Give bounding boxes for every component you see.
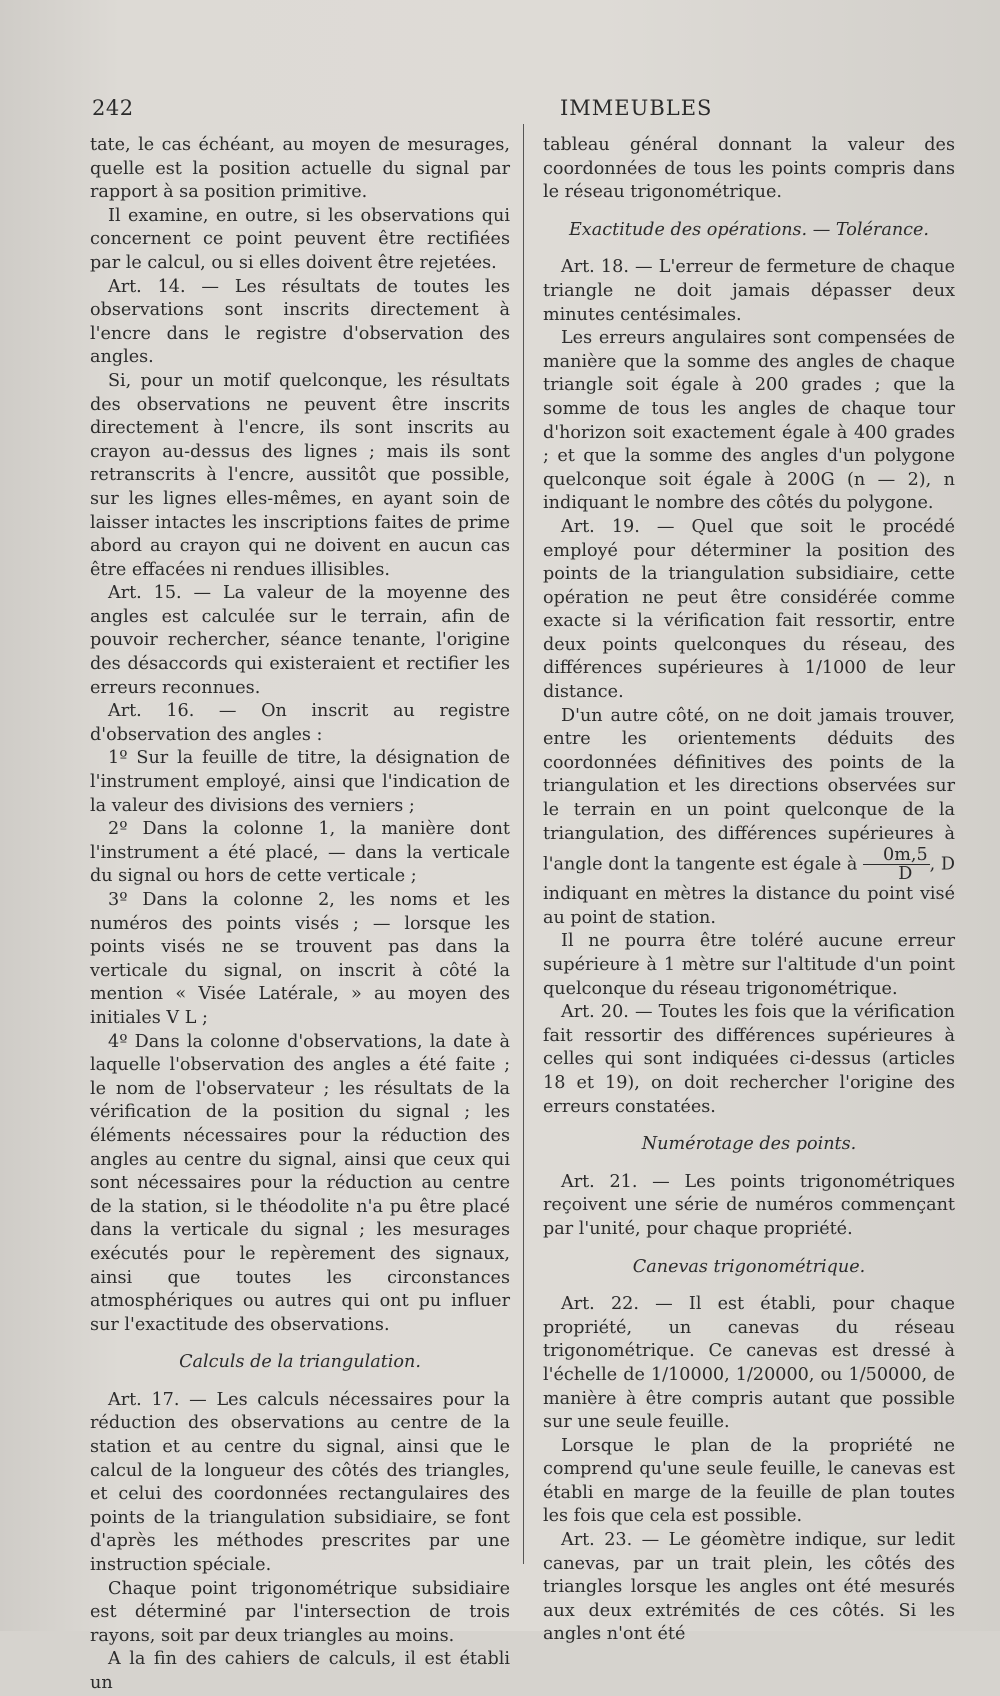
paragraph: Art. 14. — Les résultats de toutes les observations sont inscrits directement à l'encre dans le registre d'observation des angles.: [90, 276, 510, 368]
section-heading: Calculs de la triangulation.: [179, 1352, 421, 1373]
paragraph: tate, le cas échéant, au moyen de mesurages, quelle est la position actuelle du signal par rapport à sa position primitive.: [90, 135, 510, 203]
page-header: [90, 96, 958, 126]
section-heading: Numérotage des points.: [641, 1134, 857, 1155]
paragraph: Art. 23. — Le géomètre indique, sur ledit canevas, par un trait plein, les côtés des triangles lorsque les angles ont été mesurés aux deux extrémités de ces côtés. Si les angles n'ont été: [543, 1530, 955, 1645]
paragraph: A la fin des cahiers de calculs, il est établi un: [90, 1649, 510, 1693]
column-divider: [523, 124, 524, 1564]
page-number: 242: [92, 96, 134, 120]
paragraph-with-fraction: [543, 705, 955, 931]
fraction-numerator: 0m,5: [863, 846, 930, 865]
paragraph: Art. 22. — Il est établi, pour chaque propriété, un canevas du réseau trigonométrique. Ce canevas est dressé à l'échelle de 1/10000, 1/20000, ou 1/50000, de manière à être compris autant que possible sur une seule feuille.: [543, 1294, 955, 1433]
paragraph: Il examine, en outre, si les observations qui concernent ce point peuvent être rectifiées par le calcul, ou si elles doivent être rejetées.: [90, 205, 510, 273]
paragraph: Il ne pourra être toléré aucune erreur supérieure à 1 mètre sur l'altitude d'un point quelconque du réseau trigonométrique.: [543, 931, 955, 999]
paragraph: Lorsque le plan de la propriété ne comprend qu'une seule feuille, le canevas est établi en marge de la feuille de plan toutes les fois que cela est possible.: [543, 1435, 955, 1527]
paragraph: 4º Dans la colonne d'observations, la date à laquelle l'observation des angles a été faite ; le nom de l'observateur ; les résultats de la vérification de la position du signal ; les éléments nécessaires pour la réduction des angles au centre du signal, ainsi que ceux qui sont nécessaires pour la réduction au centre de la station, si le théodolite n'a pu être placé dans la verticale du signal ; les mesurages exécutés pour le repèrement des signaux, ainsi que toutes les circonstances atmosphériques ou autres qui ont pu influer sur l'exactitude des observations.: [90, 1031, 510, 1335]
paragraph: Art. 16. — On inscrit au registre d'observation des angles :: [90, 701, 510, 745]
paragraph: Les erreurs angulaires sont compensées de manière que la somme des angles de chaque triangle soit égale à 200 grades ; que la somme de tous les angles de chaque tour d'horizon soit exactement égale à 400 grades ; et que la somme des angles d'un polygone quelconque soit égale à 200G (n — 2), n indiquant le nombre des côtés du polygone.: [543, 328, 955, 514]
paragraph-text: , D indiquant en mètres la distance du point visé au point de station.: [543, 854, 956, 928]
paragraph: Art. 18. — L'erreur de fermeture de chaque triangle ne doit jamais dépasser deux minutes centésimales.: [543, 257, 955, 325]
section-heading: Exactitude des opérations. — Tolérance.: [568, 219, 930, 240]
running-title: IMMEUBLES: [560, 96, 713, 120]
right-column: [543, 134, 955, 1647]
paragraph: Si, pour un motif quelconque, les résultats des observations ne peuvent être inscrits directement à l'encre, ils sont inscrits au crayon au-dessus des lignes ; mais ils sont retranscrits à l'encre, aussitôt que possible, sur les lignes elles-mêmes, en ayant soin de laisser intactes les inscriptions faites de prime abord au crayon qui ne doivent en aucun cas être effacées ni rendues illisibles.: [90, 370, 510, 580]
paragraph: Art. 19. — Quel que soit le procédé employé pour déterminer la position des points de la triangulation subsidiaire, cette opération ne peut être considérée comme exacte si la vérification fait ressortir, entre deux points quelconques du réseau, des différences supérieures à 1/1000 de leur distance.: [543, 516, 955, 703]
paragraph: 1º Sur la feuille de titre, la désignation de l'instrument employé, ainsi que l'indication de la valeur des divisions des verniers ;: [90, 748, 510, 816]
paragraph: 3º Dans la colonne 2, les noms et les numéros des points visés ; — lorsque les points visés ne se trouvent pas dans la verticale du signal, on inscrit à côté la mention « Visée Latérale, » au moyen des initiales V L ;: [90, 890, 510, 1028]
paragraph: Chaque point trigonométrique subsidiaire est déterminé par l'intersection de trois rayons, soit par deux triangles au moins.: [90, 1578, 510, 1646]
fraction-denominator: D: [898, 864, 913, 885]
paragraph: Art. 21. — Les points trigonométriques reçoivent une série de numéros commençant par l'unité, pour chaque propriété.: [543, 1171, 955, 1239]
fraction: [863, 846, 930, 883]
paragraph: tableau général donnant la valeur des coordonnées de tous les points compris dans le réseau trigonométrique.: [543, 135, 955, 203]
paragraph: Art. 20. — Toutes les fois que la vérification fait ressortir des différences supérieures à celles qui sont indiquées ci-dessus (articles 18 et 19), on doit rechercher l'origine des erreurs constatées.: [543, 1002, 955, 1117]
paragraph: Art. 17. — Les calculs nécessaires pour la réduction des observations au centre de la station et au centre du signal, ainsi que le calcul de la longueur des côtés des triangles, et celui des coordonnées rectangulaires des points de la triangulation subsidiaire, se font d'après les méthodes prescrites par une instruction spéciale.: [90, 1389, 510, 1576]
paragraph: 2º Dans la colonne 1, la manière dont l'instrument a été placé, — dans la verticale du signal ou hors de cette verticale ;: [90, 819, 510, 887]
paragraph: Art. 15. — La valeur de la moyenne des angles est calculée sur le terrain, afin de pouvoir rechercher, séance tenante, l'origine des désaccords qui existeraient et rectifier les erreurs reconnues.: [90, 583, 510, 698]
section-heading: Canevas trigonométrique.: [632, 1256, 866, 1277]
left-column: [90, 134, 510, 1696]
paragraph-text: D'un autre côté, on ne doit jamais trouver, entre les orientements déduits des coordonnées définitives des points de la triangulation et les directions observées sur le terrain en un point quelconque de la triangulation, des différences supérieures à l'angle dont la tangente est égale à: [543, 705, 955, 875]
